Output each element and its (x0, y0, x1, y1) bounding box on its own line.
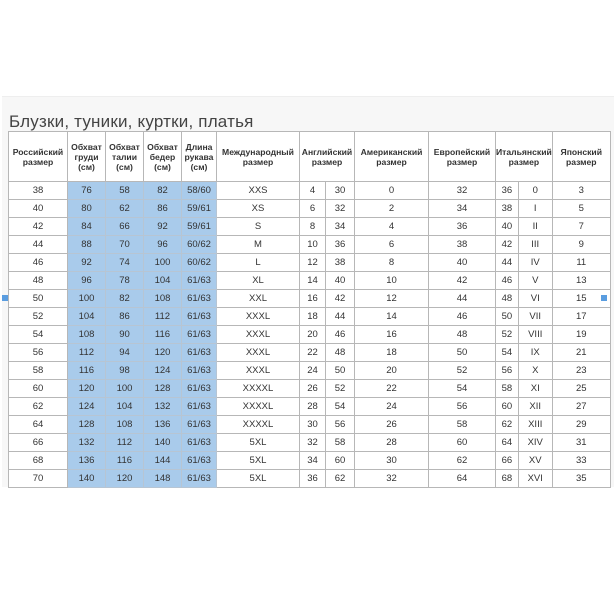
cell-chest-girth: 116 (68, 362, 106, 380)
cell-european-size: 62 (429, 452, 496, 470)
cell-american-size: 6 (355, 236, 429, 254)
cell-sleeve-length: 61/63 (182, 452, 217, 470)
cell-russian-size: 70 (9, 470, 68, 488)
cell-italian-size-roman: VIII (518, 326, 552, 344)
cell-hip-girth: 120 (144, 344, 182, 362)
cell-hip-girth: 116 (144, 326, 182, 344)
table-row (9, 236, 611, 254)
cell-waist-girth: 112 (106, 434, 144, 452)
cell-hip-girth: 92 (144, 218, 182, 236)
cell-sleeve-length: 61/63 (182, 344, 217, 362)
cell-japanese-size: 25 (552, 380, 610, 398)
cell-russian-size: 66 (9, 434, 68, 452)
cell-italian-size-number: 48 (496, 290, 519, 308)
cell-sleeve-length: 61/63 (182, 470, 217, 488)
cell-international-size: 5XL (217, 452, 300, 470)
cell-chest-girth: 88 (68, 236, 106, 254)
table-row (9, 290, 611, 308)
cell-japanese-size: 23 (552, 362, 610, 380)
cell-american-size: 8 (355, 254, 429, 272)
cell-italian-size-number: 54 (496, 344, 519, 362)
cell-hip-girth: 104 (144, 272, 182, 290)
cell-waist-girth: 104 (106, 398, 144, 416)
cell-hip-girth: 82 (144, 182, 182, 200)
cell-english-size-b: 34 (326, 218, 355, 236)
cell-english-size-b: 60 (326, 452, 355, 470)
cell-italian-size-roman: I (518, 200, 552, 218)
header-american-size: Американский размер (355, 132, 429, 182)
cell-international-size: XXXXL (217, 398, 300, 416)
table-row (9, 434, 611, 452)
cell-hip-girth: 140 (144, 434, 182, 452)
cell-chest-girth: 120 (68, 380, 106, 398)
cell-american-size: 32 (355, 470, 429, 488)
cell-european-size: 34 (429, 200, 496, 218)
cell-chest-girth: 112 (68, 344, 106, 362)
cell-english-size-b: 42 (326, 290, 355, 308)
cell-italian-size-number: 66 (496, 452, 519, 470)
cell-russian-size: 46 (9, 254, 68, 272)
table-row (9, 254, 611, 272)
table-row (9, 182, 611, 200)
table-row (9, 200, 611, 218)
cell-international-size: XXL (217, 290, 300, 308)
cell-hip-girth: 128 (144, 380, 182, 398)
cell-english-size-a: 32 (300, 434, 326, 452)
cell-italian-size-roman: VII (518, 308, 552, 326)
cell-hip-girth: 144 (144, 452, 182, 470)
cell-italian-size-number: 42 (496, 236, 519, 254)
cell-italian-size-roman: X (518, 362, 552, 380)
table-row (9, 452, 611, 470)
cell-waist-girth: 86 (106, 308, 144, 326)
cell-sleeve-length: 61/63 (182, 398, 217, 416)
cell-japanese-size: 19 (552, 326, 610, 344)
header-chest-girth: Обхват груди (см) (68, 132, 106, 182)
cell-italian-size-roman: XIII (518, 416, 552, 434)
cell-english-size-b: 52 (326, 380, 355, 398)
header-russian-size: Российский размер (9, 132, 68, 182)
cell-english-size-b: 62 (326, 470, 355, 488)
cell-international-size: XXXL (217, 362, 300, 380)
cell-american-size: 20 (355, 362, 429, 380)
cell-international-size: S (217, 218, 300, 236)
header-italian-size: Итальянский размер (496, 132, 553, 182)
cell-italian-size-number: 40 (496, 218, 519, 236)
table-row (9, 362, 611, 380)
cell-sleeve-length: 60/62 (182, 254, 217, 272)
cell-russian-size: 64 (9, 416, 68, 434)
cell-english-size-a: 28 (300, 398, 326, 416)
cell-russian-size: 50 (9, 290, 68, 308)
header-japanese-size: Японский размер (552, 132, 610, 182)
cell-international-size: XXXL (217, 344, 300, 362)
table-row (9, 416, 611, 434)
cell-italian-size-roman: XV (518, 452, 552, 470)
cell-waist-girth: 62 (106, 200, 144, 218)
cell-european-size: 52 (429, 362, 496, 380)
cell-hip-girth: 132 (144, 398, 182, 416)
cell-italian-size-roman: V (518, 272, 552, 290)
cell-english-size-b: 38 (326, 254, 355, 272)
cell-english-size-a: 6 (300, 200, 326, 218)
cell-european-size: 50 (429, 344, 496, 362)
cell-italian-size-roman: VI (518, 290, 552, 308)
cell-russian-size: 56 (9, 344, 68, 362)
cell-italian-size-number: 38 (496, 200, 519, 218)
cell-american-size: 24 (355, 398, 429, 416)
cell-italian-size-roman: XVI (518, 470, 552, 488)
cell-english-size-a: 36 (300, 470, 326, 488)
cell-waist-girth: 58 (106, 182, 144, 200)
cell-international-size: XL (217, 272, 300, 290)
cell-waist-girth: 98 (106, 362, 144, 380)
cell-chest-girth: 108 (68, 326, 106, 344)
cell-international-size: XS (217, 200, 300, 218)
cell-waist-girth: 116 (106, 452, 144, 470)
cell-japanese-size: 3 (552, 182, 610, 200)
cell-italian-size-number: 56 (496, 362, 519, 380)
cell-hip-girth: 100 (144, 254, 182, 272)
cell-english-size-b: 32 (326, 200, 355, 218)
cell-hip-girth: 112 (144, 308, 182, 326)
cell-japanese-size: 29 (552, 416, 610, 434)
cell-american-size: 30 (355, 452, 429, 470)
cell-hip-girth: 136 (144, 416, 182, 434)
cell-italian-size-roman: IX (518, 344, 552, 362)
table-row (9, 380, 611, 398)
cell-chest-girth: 104 (68, 308, 106, 326)
header-row (9, 132, 611, 182)
cell-russian-size: 62 (9, 398, 68, 416)
cell-italian-size-roman: XI (518, 380, 552, 398)
cell-russian-size: 54 (9, 326, 68, 344)
cell-english-size-b: 48 (326, 344, 355, 362)
cell-international-size: XXXL (217, 308, 300, 326)
cell-waist-girth: 100 (106, 380, 144, 398)
cell-japanese-size: 27 (552, 398, 610, 416)
cell-international-size: 5XL (217, 434, 300, 452)
cell-waist-girth: 90 (106, 326, 144, 344)
cell-russian-size: 44 (9, 236, 68, 254)
header-sleeve-length: Длина рукава (см) (182, 132, 217, 182)
cell-chest-girth: 96 (68, 272, 106, 290)
cell-waist-girth: 108 (106, 416, 144, 434)
cell-chest-girth: 76 (68, 182, 106, 200)
cell-waist-girth: 82 (106, 290, 144, 308)
cell-english-size-b: 46 (326, 326, 355, 344)
table-row (9, 218, 611, 236)
cell-sleeve-length: 58/60 (182, 182, 217, 200)
cell-italian-size-number: 50 (496, 308, 519, 326)
cell-sleeve-length: 59/61 (182, 200, 217, 218)
cell-american-size: 2 (355, 200, 429, 218)
cell-sleeve-length: 61/63 (182, 326, 217, 344)
header-hip-girth: Обхват бедер (см) (144, 132, 182, 182)
cell-japanese-size: 13 (552, 272, 610, 290)
cell-chest-girth: 132 (68, 434, 106, 452)
cell-italian-size-roman: XII (518, 398, 552, 416)
header-waist-girth: Обхват талии (см) (106, 132, 144, 182)
cell-japanese-size: 35 (552, 470, 610, 488)
cell-hip-girth: 148 (144, 470, 182, 488)
cell-russian-size: 48 (9, 272, 68, 290)
cell-american-size: 18 (355, 344, 429, 362)
size-rows (9, 182, 611, 488)
table-row (9, 272, 611, 290)
cell-english-size-b: 56 (326, 416, 355, 434)
table-row (9, 308, 611, 326)
table-row (9, 326, 611, 344)
cell-english-size-b: 50 (326, 362, 355, 380)
cell-english-size-a: 14 (300, 272, 326, 290)
cell-waist-girth: 70 (106, 236, 144, 254)
cell-japanese-size: 15 (552, 290, 610, 308)
cell-italian-size-number: 36 (496, 182, 519, 200)
cell-european-size: 32 (429, 182, 496, 200)
cell-english-size-a: 34 (300, 452, 326, 470)
cell-waist-girth: 94 (106, 344, 144, 362)
cell-russian-size: 58 (9, 362, 68, 380)
cell-chest-girth: 140 (68, 470, 106, 488)
cell-english-size-a: 12 (300, 254, 326, 272)
cell-italian-size-number: 46 (496, 272, 519, 290)
cell-waist-girth: 66 (106, 218, 144, 236)
cell-chest-girth: 80 (68, 200, 106, 218)
cell-sleeve-length: 59/61 (182, 218, 217, 236)
cell-english-size-b: 54 (326, 398, 355, 416)
cell-american-size: 28 (355, 434, 429, 452)
cell-japanese-size: 21 (552, 344, 610, 362)
cell-english-size-a: 30 (300, 416, 326, 434)
cell-italian-size-roman: 0 (518, 182, 552, 200)
cell-italian-size-roman: IV (518, 254, 552, 272)
header-international-size: Международный размер (217, 132, 300, 182)
cell-russian-size: 42 (9, 218, 68, 236)
cell-sleeve-length: 60/62 (182, 236, 217, 254)
cell-russian-size: 60 (9, 380, 68, 398)
cell-american-size: 10 (355, 272, 429, 290)
cell-italian-size-number: 64 (496, 434, 519, 452)
cell-waist-girth: 74 (106, 254, 144, 272)
table-title: Блузки, туники, куртки, платья (9, 112, 254, 131)
cell-hip-girth: 96 (144, 236, 182, 254)
cell-english-size-a: 22 (300, 344, 326, 362)
cell-japanese-size: 31 (552, 434, 610, 452)
header-european-size: Европейский размер (429, 132, 496, 182)
cell-chest-girth: 128 (68, 416, 106, 434)
cell-english-size-a: 10 (300, 236, 326, 254)
cell-italian-size-number: 44 (496, 254, 519, 272)
cell-european-size: 38 (429, 236, 496, 254)
cell-chest-girth: 100 (68, 290, 106, 308)
cell-english-size-a: 8 (300, 218, 326, 236)
cell-english-size-b: 36 (326, 236, 355, 254)
cell-japanese-size: 17 (552, 308, 610, 326)
cell-hip-girth: 108 (144, 290, 182, 308)
cell-american-size: 14 (355, 308, 429, 326)
cell-hip-girth: 86 (144, 200, 182, 218)
selection-handle-right[interactable] (601, 295, 607, 301)
cell-european-size: 48 (429, 326, 496, 344)
cell-italian-size-number: 68 (496, 470, 519, 488)
cell-sleeve-length: 61/63 (182, 308, 217, 326)
cell-japanese-size: 33 (552, 452, 610, 470)
cell-japanese-size: 9 (552, 236, 610, 254)
cell-american-size: 16 (355, 326, 429, 344)
cell-italian-size-number: 62 (496, 416, 519, 434)
cell-english-size-b: 44 (326, 308, 355, 326)
cell-american-size: 0 (355, 182, 429, 200)
cell-international-size: XXXXL (217, 380, 300, 398)
table-row (9, 470, 611, 488)
header-english-size: Английский размер (300, 132, 355, 182)
cell-russian-size: 40 (9, 200, 68, 218)
cell-american-size: 12 (355, 290, 429, 308)
cell-international-size: XXXL (217, 326, 300, 344)
cell-european-size: 64 (429, 470, 496, 488)
cell-chest-girth: 84 (68, 218, 106, 236)
cell-italian-size-roman: III (518, 236, 552, 254)
cell-italian-size-number: 58 (496, 380, 519, 398)
cell-japanese-size: 5 (552, 200, 610, 218)
cell-international-size: L (217, 254, 300, 272)
cell-international-size: XXXXL (217, 416, 300, 434)
cell-chest-girth: 124 (68, 398, 106, 416)
cell-italian-size-number: 52 (496, 326, 519, 344)
cell-sleeve-length: 61/63 (182, 434, 217, 452)
cell-italian-size-roman: XIV (518, 434, 552, 452)
cell-sleeve-length: 61/63 (182, 416, 217, 434)
cell-english-size-a: 26 (300, 380, 326, 398)
cell-waist-girth: 78 (106, 272, 144, 290)
cell-russian-size: 38 (9, 182, 68, 200)
cell-english-size-b: 30 (326, 182, 355, 200)
cell-european-size: 46 (429, 308, 496, 326)
cell-english-size-a: 16 (300, 290, 326, 308)
cell-italian-size-number: 60 (496, 398, 519, 416)
cell-japanese-size: 7 (552, 218, 610, 236)
cell-international-size: XXS (217, 182, 300, 200)
cell-american-size: 4 (355, 218, 429, 236)
cell-european-size: 42 (429, 272, 496, 290)
cell-english-size-a: 24 (300, 362, 326, 380)
cell-sleeve-length: 61/63 (182, 362, 217, 380)
cell-russian-size: 52 (9, 308, 68, 326)
cell-european-size: 40 (429, 254, 496, 272)
cell-chest-girth: 92 (68, 254, 106, 272)
cell-sleeve-length: 61/63 (182, 272, 217, 290)
cell-russian-size: 68 (9, 452, 68, 470)
cell-chest-girth: 136 (68, 452, 106, 470)
cell-international-size: M (217, 236, 300, 254)
cell-european-size: 60 (429, 434, 496, 452)
size-chart-table (8, 131, 611, 488)
table-row (9, 344, 611, 362)
cell-english-size-b: 40 (326, 272, 355, 290)
cell-hip-girth: 124 (144, 362, 182, 380)
cell-waist-girth: 120 (106, 470, 144, 488)
cell-english-size-b: 58 (326, 434, 355, 452)
cell-english-size-a: 20 (300, 326, 326, 344)
selection-handle-left[interactable] (2, 295, 8, 301)
cell-european-size: 44 (429, 290, 496, 308)
cell-european-size: 54 (429, 380, 496, 398)
cell-sleeve-length: 61/63 (182, 380, 217, 398)
table-row (9, 398, 611, 416)
cell-sleeve-length: 61/63 (182, 290, 217, 308)
cell-english-size-a: 4 (300, 182, 326, 200)
cell-american-size: 26 (355, 416, 429, 434)
cell-european-size: 36 (429, 218, 496, 236)
cell-english-size-a: 18 (300, 308, 326, 326)
cell-japanese-size: 11 (552, 254, 610, 272)
cell-american-size: 22 (355, 380, 429, 398)
cell-international-size: 5XL (217, 470, 300, 488)
cell-european-size: 58 (429, 416, 496, 434)
cell-italian-size-roman: II (518, 218, 552, 236)
cell-european-size: 56 (429, 398, 496, 416)
